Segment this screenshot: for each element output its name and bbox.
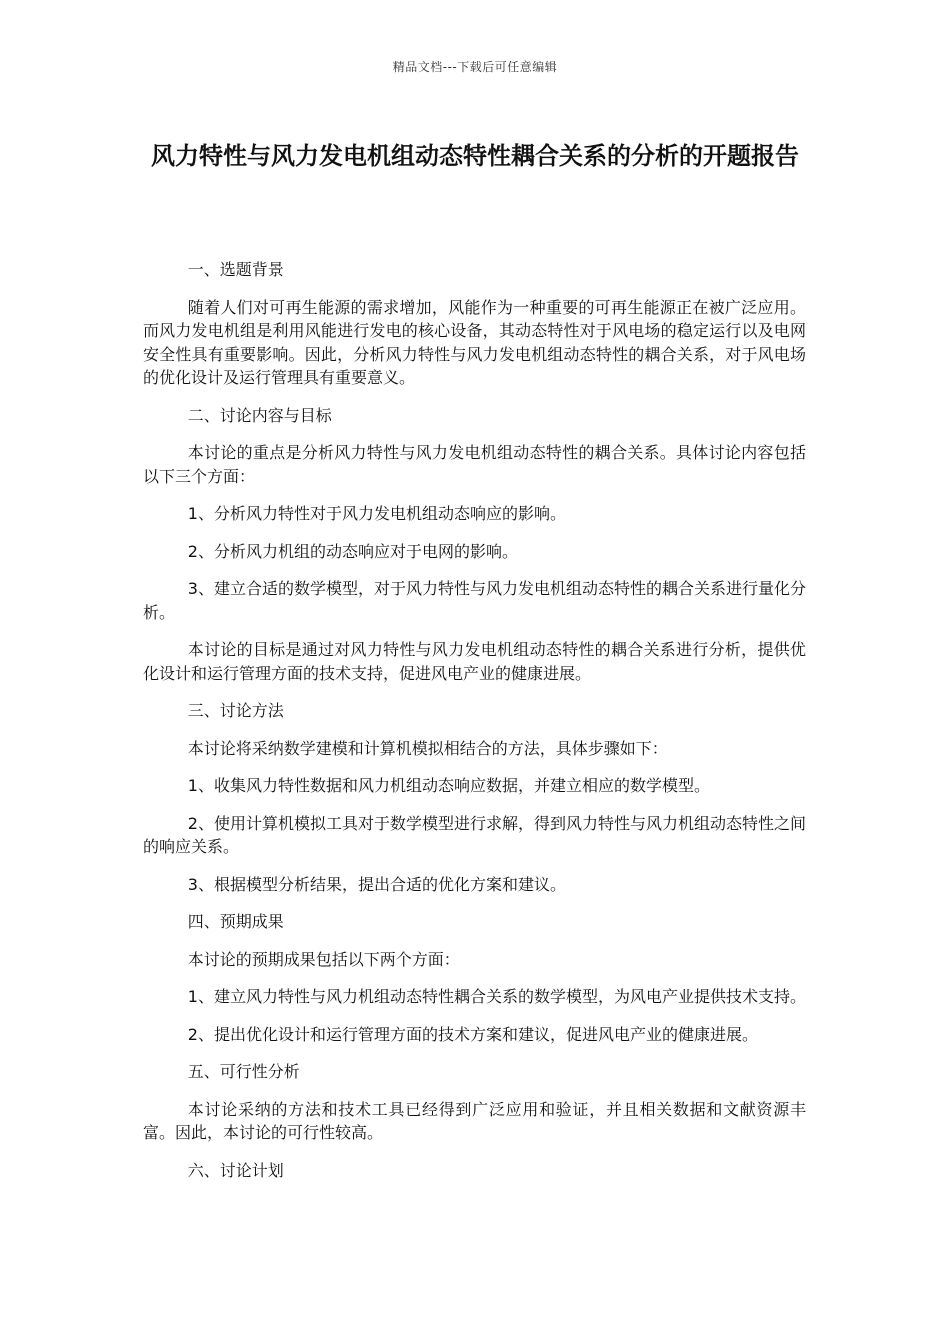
body-paragraph: 1、建立风力特性与风力机组动态特性耦合关系的数学模型，为风电产业提供技术支持。 [187, 987, 806, 1006]
body-paragraph: 本讨论的预期成果包括以下两个方面： [187, 949, 460, 969]
section-heading: 一、选题背景 [187, 260, 284, 279]
section-heading: 二、讨论内容与目标 [187, 405, 332, 425]
body-paragraph: 2、使用计算机模拟工具对于数学模型进行求解，得到风力特性与风力机组动态特性之间的响应关系。 [143, 813, 806, 856]
section-heading: 三、讨论方法 [187, 701, 284, 720]
body-paragraph: 本讨论采纳的方法和技术工具已经得到广泛应用和验证，并且相关数据和文献资源丰富。因此，本讨论的可行性较高。 [143, 1099, 806, 1142]
section-heading: 六、讨论计划 [187, 1160, 284, 1180]
body-paragraph: 3、根据模型分析结果，提出合适的优化方案和建议。 [187, 874, 566, 894]
body-paragraph: 3、建立合适的数学模型，对于风力特性与风力发电机组动态特性的耦合关系进行量化分析。 [143, 579, 806, 622]
page-header: 精品文档---下载后可任意编辑 [392, 60, 558, 74]
body-paragraph: 1、收集风力特性数据和风力机组动态响应数据，并建立相应的数学模型。 [187, 776, 710, 795]
body-paragraph: 1、分析风力特性对于风力发电机组动态响应的影响。 [187, 504, 566, 523]
body-paragraph: 本讨论的目标是通过对风力特性与风力发电机组动态特性的耦合关系进行分析，提供优化设计和运行管理方面的技术支持，促进风电产业的健康进展。 [143, 640, 806, 683]
body-paragraph: 2、提出优化设计和运行管理方面的技术方案和建议，促进风电产业的健康进展。 [187, 1024, 758, 1044]
body-paragraph: 本讨论的重点是分析风力特性与风力发电机组动态特性的耦合关系。具体讨论内容包括以下三个方面： [143, 443, 806, 486]
document-title: 风力特性与风力发电机组动态特性耦合关系的分析的开题报告 [151, 142, 799, 170]
body-paragraph: 2、分析风力机组的动态响应对于电网的影响。 [187, 541, 518, 561]
document-body [143, 258, 806, 1196]
body-paragraph: 随着人们对可再生能源的需求增加，风能作为一种重要的可再生能源正在被广泛应用。而风力发电机组是利用风能进行发电的核心设备，其动态特性对于风电场的稳定运行以及电网安全性具有重要影响。因此，分析风力特性与风力发电机组动态特性的耦合关系，对于风电场的优化设计及运行管理具有重要意义。 [143, 297, 806, 387]
section-heading: 四、预期成果 [187, 912, 284, 931]
section-heading: 五、可行性分析 [187, 1062, 300, 1081]
body-paragraph: 本讨论将采纳数学建模和计算机模拟相结合的方法，具体步骤如下： [187, 738, 668, 758]
